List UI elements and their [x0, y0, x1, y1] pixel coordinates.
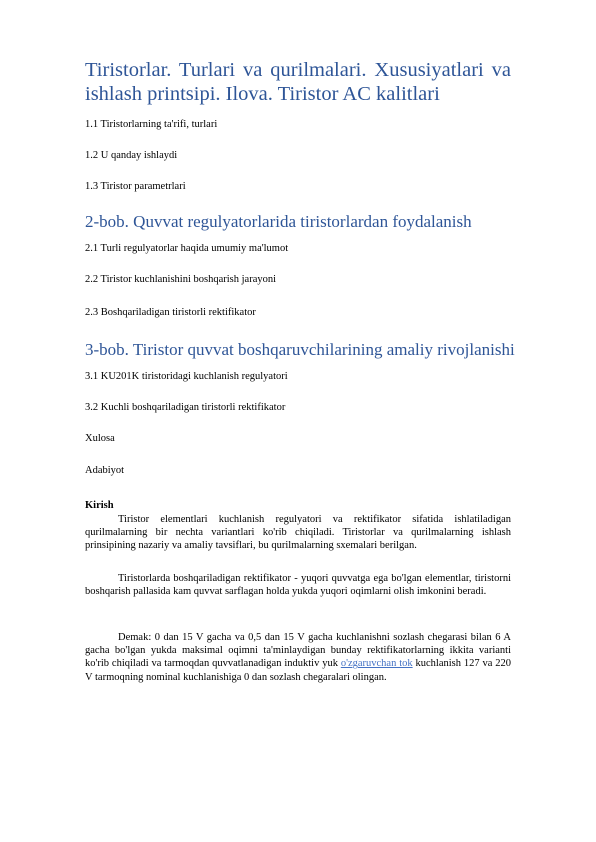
- chapter-2-heading: 2-bob. Quvvat regulyatorlarida tiristorlardan foydalanish: [85, 212, 472, 231]
- toc-item-2-2: 2.2 Tiristor kuchlanishini boshqarish jarayoni: [85, 274, 277, 285]
- chapter-3-heading: 3-bob. Tiristor quvvat boshqaruvchilarining amaliy rivojlanishi: [85, 340, 515, 359]
- intro-paragraph-2: Tiristorlarda boshqariladigan rektifikator - yuqori quvvatga ega bo'lgan elementlar, tiristorni boshqarish pallasida kam quvvat sarflagan holda yukda yuqori oqimlarni olish imkonini beradi.: [85, 573, 511, 598]
- intro-heading: Kirish: [85, 500, 114, 511]
- document-title: Tiristorlar. Turlari va qurilmalari. Xususiyatlari va ishlash printsipi. Ilova. Tiristor AC kalitlari: [85, 59, 511, 105]
- toc-item-2-3: 2.3 Boshqariladigan tiristorli rektifikator: [85, 307, 256, 318]
- toc-item-3-1: 3.1 KU201K tiristoridagi kuchlanish regulyatori: [85, 371, 288, 382]
- intro-paragraph-1: Tiristor elementlari kuchlanish regulyatori va rektifikator sifatida ishlatiladigan qurilmalarning bir nechta variantlari ko'rib chiqiladi. Tiristorlar va qurilmalarning ishlash prinsipining nazariy va amaliy tavsiflari, bu qurilmalarning sxemalari berilgan.: [85, 514, 511, 552]
- toc-references: Adabiyot: [85, 465, 125, 476]
- toc-item-2-1: 2.1 Turli regulyatorlar haqida umumiy ma'lumot: [85, 243, 289, 254]
- intro-paragraph-3: [85, 631, 511, 684]
- toc-item-1-1: 1.1 Tiristorlarning ta'rifi, turlari: [85, 119, 218, 130]
- alternating-current-link[interactable]: o'zgaruvchan tok: [340, 658, 413, 670]
- intro-paragraph-3-text-end: kuchlanish 127 va 220 V tarmoqning nominal kuchlanishiga 0 dan sozlash chegaralari olingan.: [85, 658, 511, 683]
- toc-item-3-2: 3.2 Kuchli boshqariladigan tiristorli rektifikator: [85, 402, 286, 413]
- intro-paragraph-3-text-start: Demak: 0 dan 15 V gacha va 0,5 dan 15 V gacha kuchlanishni sozlash chegarasi bilan 6 A gacha bo'lgan yukda maksimal oqimni ta'minlaydigan bunday rektifikatorlarning ikkita varianti ko'rib chiqiladi va tarmoqdan quvvatlanadigan induktiv yuk: [85, 632, 511, 670]
- toc-item-1-3: 1.3 Tiristor parametrlari: [85, 181, 186, 192]
- toc-item-1-2: 1.2 U qanday ishlaydi: [85, 150, 178, 161]
- toc-conclusion: Xulosa: [85, 433, 115, 444]
